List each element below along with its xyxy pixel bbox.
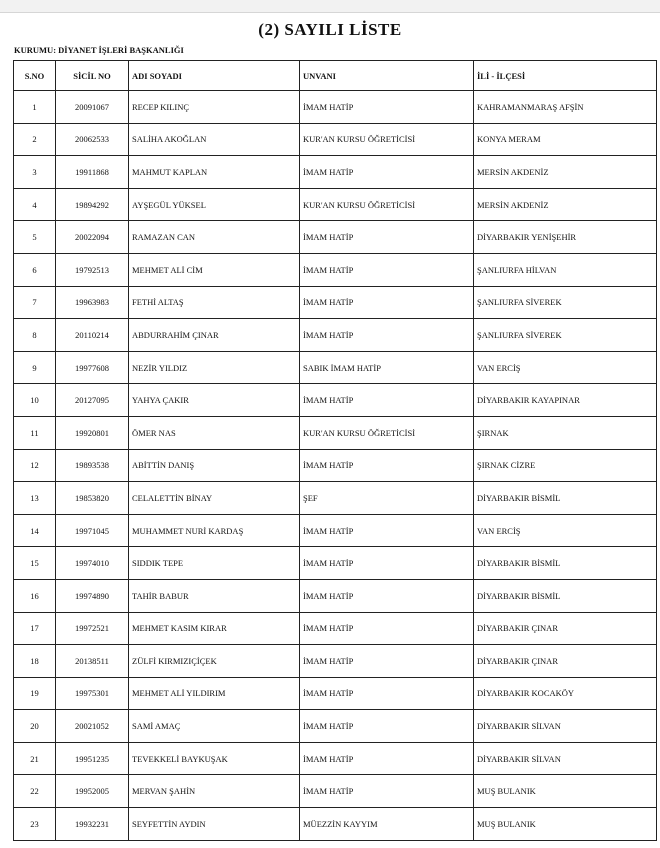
cell-sicil: 20091067 (56, 91, 129, 124)
cell-name: CELALETTİN BİNAY (129, 482, 300, 515)
cell-name: SEYFETTİN AYDIN (129, 808, 300, 841)
cell-name: MEHMET ALİ CİM (129, 253, 300, 286)
cell-sno: 13 (14, 482, 56, 515)
cell-sno: 15 (14, 547, 56, 580)
cell-sno: 5 (14, 221, 56, 254)
cell-location: MUŞ BULANIK (474, 775, 657, 808)
table-row (14, 384, 657, 417)
cell-sno: 6 (14, 253, 56, 286)
cell-sno: 3 (14, 156, 56, 189)
cell-location: ŞIRNAK (474, 416, 657, 449)
cell-name: ABDURRAHİM ÇINAR (129, 319, 300, 352)
table-row (14, 221, 657, 254)
cell-name: RECEP KILINÇ (129, 91, 300, 124)
viewer-top-bar (0, 0, 660, 13)
table-row (14, 319, 657, 352)
table-row (14, 808, 657, 841)
cell-name: AYŞEGÜL YÜKSEL (129, 188, 300, 221)
cell-sicil: 19920801 (56, 416, 129, 449)
cell-title: İMAM HATİP (300, 253, 474, 286)
cell-sno: 11 (14, 416, 56, 449)
cell-location: VAN ERCİŞ (474, 514, 657, 547)
cell-sno: 16 (14, 579, 56, 612)
cell-title: SABIK İMAM HATİP (300, 351, 474, 384)
cell-title: İMAM HATİP (300, 775, 474, 808)
cell-name: NEZİR YILDIZ (129, 351, 300, 384)
table-row (14, 156, 657, 189)
cell-sicil: 19792513 (56, 253, 129, 286)
cell-name: SALİHA AKOĞLAN (129, 123, 300, 156)
cell-title: İMAM HATİP (300, 579, 474, 612)
cell-sicil: 19975301 (56, 677, 129, 710)
cell-sno: 21 (14, 742, 56, 775)
cell-location: DİYARBAKIR BİSMİL (474, 482, 657, 515)
cell-name: ABİTTİN DANIŞ (129, 449, 300, 482)
cell-sno: 4 (14, 188, 56, 221)
cell-title: İMAM HATİP (300, 710, 474, 743)
cell-name: MUHAMMET NURİ KARDAŞ (129, 514, 300, 547)
cell-location: DİYARBAKIR SİLVAN (474, 710, 657, 743)
cell-name: RAMAZAN CAN (129, 221, 300, 254)
institution-label: KURUMU: DİYANET İŞLERİ BAŞKANLIĞI (14, 45, 184, 55)
cell-location: DİYARBAKIR ÇINAR (474, 645, 657, 678)
cell-title: İMAM HATİP (300, 514, 474, 547)
cell-sicil: 19932231 (56, 808, 129, 841)
cell-sno: 17 (14, 612, 56, 645)
cell-name: FETHİ ALTAŞ (129, 286, 300, 319)
personnel-table (13, 60, 657, 841)
table-row (14, 547, 657, 580)
cell-location: MERSİN AKDENİZ (474, 156, 657, 189)
column-header-sno: S.NO (14, 61, 56, 91)
cell-sicil: 20138511 (56, 645, 129, 678)
cell-name: MAHMUT KAPLAN (129, 156, 300, 189)
cell-sno: 10 (14, 384, 56, 417)
table-row (14, 677, 657, 710)
column-header-sicil: SİCİL NO (56, 61, 129, 91)
table-row (14, 416, 657, 449)
cell-title: KUR'AN KURSU ÖĞRETİCİSİ (300, 416, 474, 449)
table-row (14, 612, 657, 645)
column-header-name: ADI SOYADI (129, 61, 300, 91)
cell-location: MERSİN AKDENİZ (474, 188, 657, 221)
cell-sicil: 19951235 (56, 742, 129, 775)
cell-name: ZÜLFİ KIRMIZIÇİÇEK (129, 645, 300, 678)
table-row (14, 351, 657, 384)
cell-title: İMAM HATİP (300, 319, 474, 352)
page-title: (2) SAYILI LİSTE (258, 20, 402, 39)
table-row (14, 482, 657, 515)
cell-name: TEVEKKELİ BAYKUŞAK (129, 742, 300, 775)
table-row (14, 123, 657, 156)
cell-name: YAHYA ÇAKIR (129, 384, 300, 417)
cell-title: İMAM HATİP (300, 645, 474, 678)
cell-location: DİYARBAKIR BİSMİL (474, 579, 657, 612)
cell-sno: 18 (14, 645, 56, 678)
column-header-location: İLİ - İLÇESİ (474, 61, 657, 91)
table-row (14, 188, 657, 221)
cell-sno: 2 (14, 123, 56, 156)
cell-title: İMAM HATİP (300, 677, 474, 710)
cell-sno: 12 (14, 449, 56, 482)
table-row (14, 742, 657, 775)
cell-sicil: 19977608 (56, 351, 129, 384)
table-row (14, 514, 657, 547)
cell-title: İMAM HATİP (300, 156, 474, 189)
cell-title: ŞEF (300, 482, 474, 515)
cell-location: ŞANLIURFA SİVEREK (474, 286, 657, 319)
cell-title: İMAM HATİP (300, 449, 474, 482)
column-header-title: UNVANI (300, 61, 474, 91)
cell-sno: 23 (14, 808, 56, 841)
cell-name: SIDDIK TEPE (129, 547, 300, 580)
cell-sicil: 20021052 (56, 710, 129, 743)
cell-location: DİYARBAKIR BİSMİL (474, 547, 657, 580)
cell-location: MUŞ BULANIK (474, 808, 657, 841)
cell-location: KONYA MERAM (474, 123, 657, 156)
cell-sno: 14 (14, 514, 56, 547)
cell-title: MÜEZZİN KAYYIM (300, 808, 474, 841)
cell-title: İMAM HATİP (300, 221, 474, 254)
cell-sicil: 19952005 (56, 775, 129, 808)
cell-title: İMAM HATİP (300, 286, 474, 319)
cell-sicil: 19971045 (56, 514, 129, 547)
cell-title: İMAM HATİP (300, 91, 474, 124)
cell-sno: 8 (14, 319, 56, 352)
cell-title: İMAM HATİP (300, 742, 474, 775)
cell-location: DİYARBAKIR YENİŞEHİR (474, 221, 657, 254)
table-row (14, 449, 657, 482)
cell-name: SAMİ AMAÇ (129, 710, 300, 743)
cell-sicil: 20127095 (56, 384, 129, 417)
cell-sicil: 20110214 (56, 319, 129, 352)
cell-name: ÖMER NAS (129, 416, 300, 449)
cell-sno: 1 (14, 91, 56, 124)
cell-sicil: 19894292 (56, 188, 129, 221)
cell-location: DİYARBAKIR KAYAPINAR (474, 384, 657, 417)
cell-location: DİYARBAKIR KOCAKÖY (474, 677, 657, 710)
table-row (14, 710, 657, 743)
table-header-row (14, 61, 657, 91)
cell-location: DİYARBAKIR ÇINAR (474, 612, 657, 645)
cell-sicil: 20062533 (56, 123, 129, 156)
cell-sno: 20 (14, 710, 56, 743)
cell-location: ŞANLIURFA HİLVAN (474, 253, 657, 286)
cell-title: İMAM HATİP (300, 612, 474, 645)
cell-location: DİYARBAKIR SİLVAN (474, 742, 657, 775)
cell-sno: 19 (14, 677, 56, 710)
cell-title: KUR'AN KURSU ÖĞRETİCİSİ (300, 123, 474, 156)
cell-sno: 9 (14, 351, 56, 384)
cell-sicil: 19974010 (56, 547, 129, 580)
cell-sicil: 19974890 (56, 579, 129, 612)
cell-sno: 22 (14, 775, 56, 808)
cell-sicil: 19911868 (56, 156, 129, 189)
cell-location: KAHRAMANMARAŞ AFŞİN (474, 91, 657, 124)
cell-location: ŞANLIURFA SİVEREK (474, 319, 657, 352)
table-row (14, 91, 657, 124)
table-row (14, 645, 657, 678)
table-row (14, 286, 657, 319)
table-row (14, 579, 657, 612)
cell-location: ŞIRNAK CİZRE (474, 449, 657, 482)
cell-sicil: 19972521 (56, 612, 129, 645)
cell-location: VAN ERCİŞ (474, 351, 657, 384)
cell-name: MEHMET ALİ YILDIRIM (129, 677, 300, 710)
cell-sicil: 19963983 (56, 286, 129, 319)
cell-title: KUR'AN KURSU ÖĞRETİCİSİ (300, 188, 474, 221)
table-row (14, 253, 657, 286)
cell-name: MEHMET KASIM KIRAR (129, 612, 300, 645)
cell-sicil: 19893538 (56, 449, 129, 482)
cell-sicil: 20022094 (56, 221, 129, 254)
cell-name: TAHİR BABUR (129, 579, 300, 612)
cell-name: MERVAN ŞAHİN (129, 775, 300, 808)
cell-sno: 7 (14, 286, 56, 319)
table-row (14, 775, 657, 808)
cell-title: İMAM HATİP (300, 547, 474, 580)
cell-title: İMAM HATİP (300, 384, 474, 417)
cell-sicil: 19853820 (56, 482, 129, 515)
